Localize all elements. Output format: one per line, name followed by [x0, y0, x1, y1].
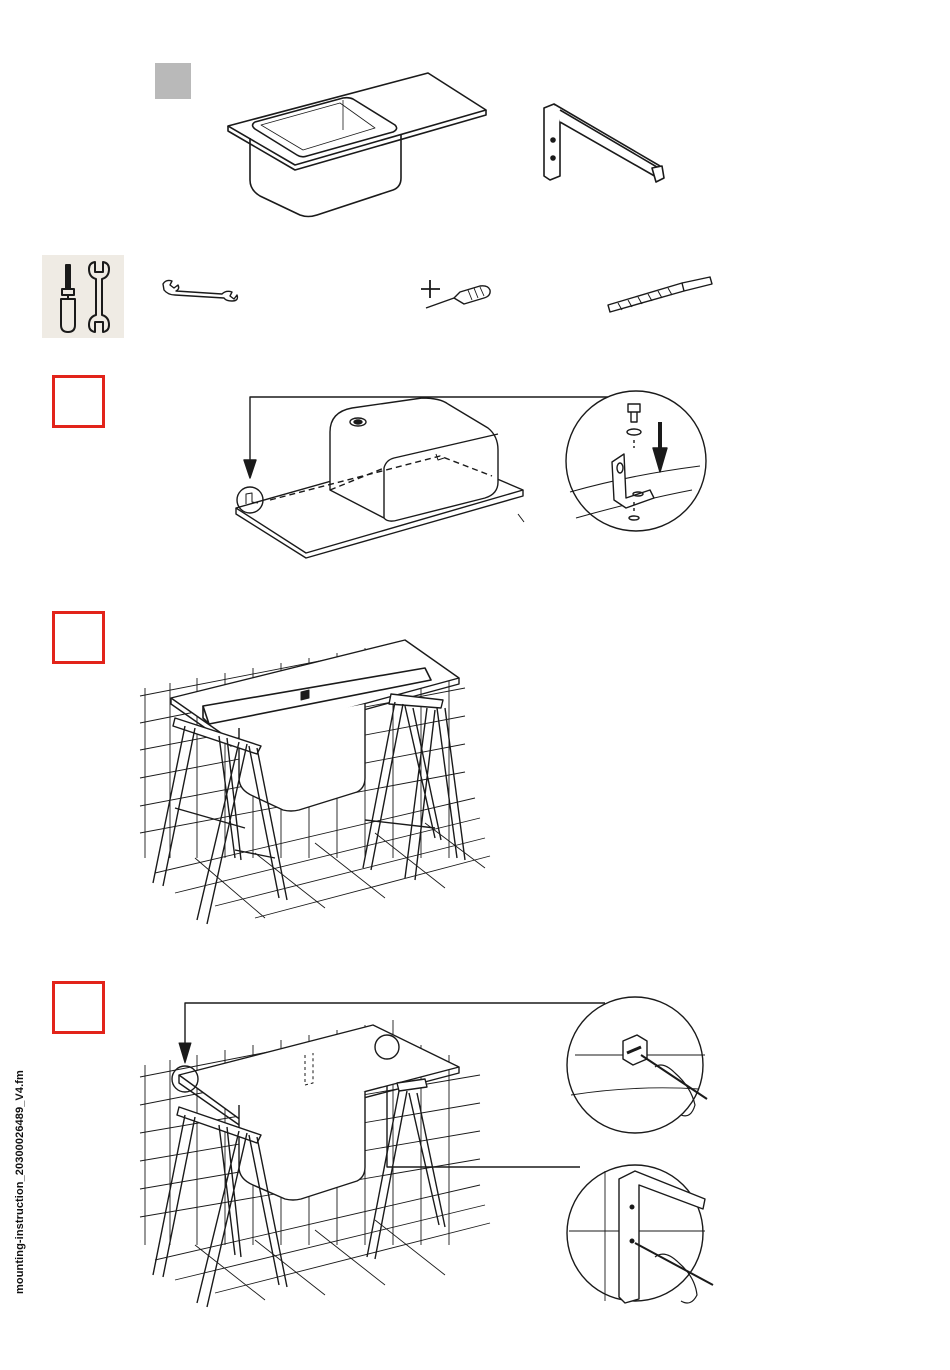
- step-2-illustration: [135, 628, 495, 933]
- drill-bit-icon: [604, 275, 716, 315]
- step-1-illustration: [230, 390, 710, 565]
- wrench-icon: [160, 278, 240, 303]
- sink-icon: [225, 70, 490, 220]
- footer-filename: mounting-instruction_20300026489_V4.fm: [14, 1070, 26, 1294]
- screwdriver-icon: [418, 278, 493, 310]
- bracket-icon: [540, 100, 690, 190]
- step-2-marker: [52, 611, 105, 664]
- step-3-illustration: [135, 995, 725, 1315]
- step-1-marker: [52, 375, 105, 428]
- step-3-marker: [52, 981, 105, 1034]
- parts-marker: [155, 63, 191, 99]
- tools-icon: [42, 255, 124, 338]
